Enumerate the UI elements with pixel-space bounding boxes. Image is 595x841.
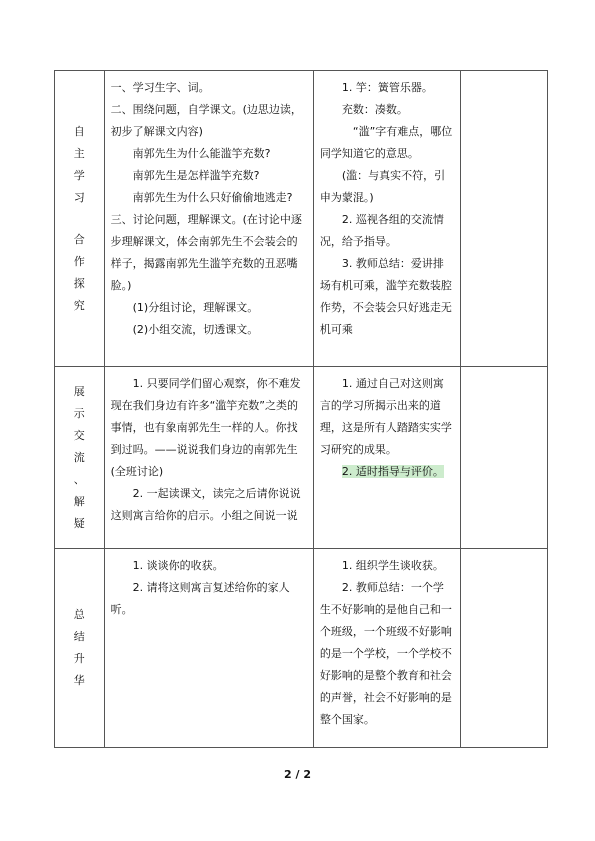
- text-line: 二、围绕问题，自学课文。(边思边读，初步了解课文内容): [110, 103, 302, 138]
- student-activity-cell: [104, 549, 313, 748]
- label-char: 流: [73, 450, 85, 464]
- label-char: 交: [73, 428, 85, 442]
- text-line: 1. 谈谈你的收获。: [132, 559, 224, 572]
- text-line: 1. 通过自己对这则寓言的学习所揭示出来的道理，这是所有人踏踏实实学习研究的成果。: [319, 377, 452, 456]
- label-char: 展: [73, 384, 85, 398]
- text-line: 1. 只要同学们留心观察，你不难发现在我们身边有许多“滥竽充数”之类的事情，也有象南郭先生一样的人。你找到过吗。——说说我们身边的南郭先生(全班讨论): [110, 377, 301, 478]
- stage-label-self-study: [55, 71, 105, 367]
- text-line: (2)小组交流，切透课文。: [132, 323, 259, 336]
- notes-cell: [460, 71, 547, 367]
- lesson-plan-table: [54, 70, 548, 748]
- label-char: 探: [73, 276, 85, 290]
- label-char: 总: [73, 608, 85, 621]
- text-line: 1. 竽：簧管乐器。: [341, 81, 433, 94]
- text-line: 2. 巡视各组的交流情况，给予指导。: [319, 213, 444, 248]
- notes-cell: [460, 549, 547, 748]
- label-char: 主: [73, 146, 85, 160]
- student-activity-cell: [104, 367, 313, 549]
- stage-label-display: [55, 367, 105, 549]
- table-row: [55, 367, 548, 549]
- text-line: 2. 教师总结：一个学生不好影响的是他自己和一个班级，一个班级不好影响的是一个学校，一个学校不好影响的是整个教育和社会的声誉，社会不好影响的是整个国家。: [319, 581, 452, 726]
- text-line: (滥：与真实不符，引申为蒙混。): [319, 169, 446, 204]
- teacher-activity-cell: [313, 71, 460, 367]
- label-char: 究: [73, 298, 85, 312]
- label-char: 学: [73, 168, 85, 182]
- label-char: 疑: [73, 516, 85, 530]
- label-char: 解: [73, 494, 85, 508]
- page-number: 2 / 2: [284, 768, 311, 781]
- student-activity-cell: [104, 71, 313, 367]
- label-char: 习: [73, 190, 85, 204]
- table-row: [55, 549, 548, 748]
- label-char: 示: [73, 406, 85, 420]
- text-line: 南郭先生为什么只好偷偷地逃走?: [132, 191, 293, 204]
- label-char: 升: [73, 652, 85, 665]
- notes-cell: [460, 367, 547, 549]
- text-line: 充数：凑数。: [341, 103, 408, 116]
- teacher-activity-cell: [313, 549, 460, 748]
- text-line: 3. 教师总结：爱讲排场有机可乘，滥竽充数装腔作势，不会装会只好逃走无机可乘: [319, 257, 452, 336]
- text-line: 2. 一起读课文，读完之后请你说说这则寓言给你的启示。小组之间说一说: [110, 487, 301, 522]
- label-char: 华: [73, 674, 85, 687]
- text-line: 1. 组织学生谈收获。: [341, 559, 444, 572]
- text-line: 三、讨论问题，理解课文。(在讨论中逐步理解课文，体会南郭先生不会装会的样子，揭露南郭先生滥竽充数的丑恶嘴脸。): [110, 213, 302, 292]
- text-line: 南郭先生是怎样滥竽充数?: [132, 169, 260, 182]
- stage-label-summary: [55, 549, 105, 748]
- teacher-activity-cell: [313, 367, 460, 549]
- text-line: (1)分组讨论，理解课文。: [132, 301, 259, 314]
- label-char: 合: [73, 232, 85, 246]
- label-char: 作: [73, 254, 85, 268]
- text-line: 2. 请将这则寓言复述给你的家人听。: [110, 581, 290, 616]
- text-line: 南郭先生为什么能滥竽充数?: [132, 147, 271, 160]
- highlighted-text: 2. 适时指导与评价。: [341, 465, 444, 478]
- text-line: 一、学习生字、词。: [110, 81, 210, 94]
- text-line: “滥”字有难点，哪位同学知道它的意思。: [319, 125, 453, 160]
- table-row: [55, 71, 548, 367]
- label-char: 、: [73, 472, 85, 486]
- label-char: 结: [73, 630, 85, 643]
- label-char: 自: [73, 124, 85, 138]
